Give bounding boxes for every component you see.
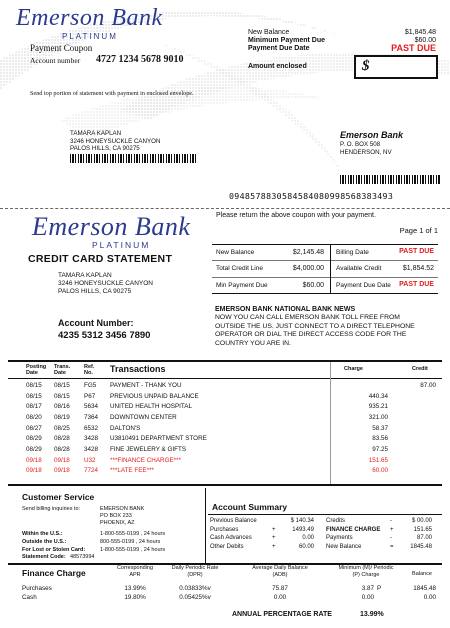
dollar-sign: $	[362, 58, 370, 74]
transaction-posting: 08/15	[26, 381, 42, 389]
coupon-min-payment-label: Minimum Payment Due	[248, 37, 326, 44]
statement-customer-address	[58, 272, 153, 296]
header-credit: Credit	[412, 366, 428, 372]
transaction-trans: 09/18	[54, 467, 70, 475]
send-inquiries-label: Send billing inquiries to:	[22, 506, 81, 512]
transaction-ref: 5634	[84, 403, 99, 411]
coupon-bank-logo: Emerson Bank	[16, 5, 163, 31]
finance-dpr: 0.03833%v	[179, 585, 211, 592]
transaction-desc: U3810491 DEPARTMENT STORE	[110, 435, 207, 443]
contact-value: 48573994	[70, 554, 95, 561]
transaction-ref: FG5	[84, 381, 97, 389]
finance-header-adb: Average Daily Balance (ADB)	[252, 565, 308, 578]
contact-value: 1-800-555-0199 , 24 hours	[100, 531, 166, 537]
finance-mp: 3.87	[361, 585, 374, 592]
finance-adb: 75.87	[272, 585, 288, 592]
transaction-credit	[388, 401, 436, 412]
summary-row-value: 60.00	[298, 543, 314, 550]
summary-row	[326, 518, 432, 524]
summary-row-sign: -	[390, 518, 392, 524]
coupon-title: Payment Coupon	[30, 43, 93, 53]
finance-mp: 0.00	[361, 593, 374, 601]
finance-header-dpr: Daily Periodic Rate (DPR)	[171, 565, 219, 578]
finance-header-balance: Balance	[412, 571, 432, 577]
transaction-trans: 09/18	[54, 456, 70, 464]
transaction-row	[26, 433, 436, 444]
transaction-posting: 08/29	[26, 445, 42, 453]
transaction-posting: 08/27	[26, 424, 42, 432]
header-charge: Charge	[344, 366, 363, 372]
news-title: EMERSON BANK NATIONAL BANK NEWS	[215, 306, 356, 313]
finance-dpr: 0.05425%v	[179, 593, 211, 601]
summary-label: Available Credit	[336, 265, 382, 272]
account-summary-title: Account Summary	[212, 502, 288, 512]
summary-row	[326, 527, 432, 533]
transaction-row	[26, 444, 436, 455]
transactions-bottom-rule	[8, 484, 442, 486]
transaction-desc: UNITED HEALTH HOSPITAL	[110, 403, 192, 411]
summary-value: $60.00	[302, 282, 324, 289]
summary-value: $2,145.48	[292, 249, 324, 256]
contact-label: Within the U.S.:	[22, 531, 63, 537]
transaction-ref: 7724	[84, 467, 99, 475]
transaction-charge: 440.34	[368, 392, 388, 400]
contact-row	[22, 531, 165, 539]
transaction-trans: 08/28	[54, 445, 70, 453]
address-line: HENDERSON, NV	[340, 149, 392, 156]
inquiry-address	[100, 506, 144, 527]
account-summary-rule	[208, 514, 442, 515]
statement-account-number: 4235 5312 3456 7890	[58, 330, 151, 341]
transaction-posting: 08/29	[26, 435, 42, 443]
transaction-credit: 87.00	[420, 381, 436, 389]
transaction-desc: ***FINANCE CHARGE***	[110, 456, 182, 464]
balance-summary-box	[212, 244, 438, 294]
summary-label: Min Payment Due	[216, 282, 268, 289]
remit-name: Emerson Bank	[340, 130, 404, 140]
summary-label: New Balance	[216, 249, 255, 256]
transaction-posting: 08/20	[26, 413, 42, 421]
summary-row-sign: +	[272, 543, 276, 550]
summary-row-label: Cash Advances	[210, 535, 252, 541]
transaction-desc: DOWNTOWN CENTER	[110, 413, 177, 421]
summary-row-label: Purchases	[210, 526, 239, 533]
transaction-charge: 935.21	[368, 403, 388, 411]
summary-row-label: New Balance	[326, 543, 362, 550]
scanline: 0948578830584584080998568383493	[229, 191, 394, 201]
transactions-table	[26, 380, 436, 476]
contact-row	[22, 547, 165, 555]
transaction-credit	[388, 455, 436, 466]
coupon-customer-address	[70, 130, 160, 153]
customer-service-title: Customer Service	[22, 492, 95, 502]
contact-label: Outside the U.S.:	[22, 538, 67, 545]
transaction-charge: 60.00	[372, 467, 388, 475]
coupon-tier-label: PLATINUM	[62, 32, 118, 41]
finance-apr: 19.80%	[124, 593, 146, 601]
transaction-ref: 6532	[84, 424, 99, 432]
summary-row	[326, 544, 432, 550]
summary-value: PAST DUE	[399, 248, 434, 255]
summary-row-label: Other Debits	[210, 543, 244, 550]
summary-row-sign: +	[390, 526, 394, 533]
transactions-top-rule	[8, 360, 442, 362]
summary-row-value: $ 140.34	[290, 518, 314, 524]
summary-row-value: $ 00.00	[411, 518, 432, 524]
transaction-row	[26, 391, 436, 402]
address-line: TAMARA KAPLAN	[70, 130, 122, 137]
summary-label: Payment Due Date	[336, 282, 391, 289]
summary-row	[210, 518, 314, 524]
coupon-new-balance-label: New Balance	[248, 29, 290, 36]
summary-row-value: 0.00	[302, 535, 314, 541]
summary-row	[326, 535, 432, 541]
summary-label: Total Credit Line	[216, 265, 263, 272]
amount-enclosed-field[interactable]	[354, 55, 438, 79]
summary-row-value: 1493.49	[292, 526, 314, 533]
address-line: P. O. BOX 508	[340, 141, 381, 148]
finance-label: Purchases	[22, 585, 52, 592]
coupon-account-number: 4727 1234 5678 9010	[96, 54, 184, 65]
transaction-charge	[334, 380, 388, 391]
transaction-desc: PREVIOUS UNPAID BALANCE	[110, 392, 199, 400]
summary-row-value: 151.65	[413, 526, 432, 533]
transaction-ref: P67	[84, 392, 96, 400]
transaction-posting: 09/18	[26, 456, 42, 464]
transactions-header-rule	[8, 378, 442, 379]
statement-tier-label: PLATINUM	[92, 240, 151, 250]
transaction-row	[26, 455, 436, 466]
remit-postal-barcode	[340, 175, 440, 184]
contact-lines	[22, 531, 165, 562]
finance-apr: 13.99%	[124, 585, 146, 592]
summary-row-sign: +	[272, 526, 276, 533]
statement-account-label: Account Number:	[58, 318, 134, 328]
amount-enclosed-label: Amount enclosed	[248, 63, 307, 70]
header-transactions: Transactions	[110, 364, 166, 374]
transaction-ref: 7364	[84, 413, 99, 421]
finance-header-apr: Corresponding APR	[116, 565, 154, 578]
statement-title: CREDIT CARD STATEMENT	[28, 253, 173, 265]
finance-adb: 0.00	[273, 593, 287, 601]
transaction-charge: 321.00	[368, 413, 388, 421]
coupon-account-label: Account number	[30, 56, 81, 65]
transaction-credit	[388, 433, 436, 444]
transaction-credit	[388, 444, 436, 455]
contact-value: 1-800-555-0199 , 24 hours	[100, 546, 166, 553]
contact-row	[22, 554, 165, 562]
address-line: 3246 HONEYSUCKLE CANYON	[58, 280, 154, 287]
transaction-ref: U32	[84, 456, 96, 464]
transaction-charge: 151.65	[368, 456, 388, 464]
summary-value: $4,000.00	[292, 265, 324, 272]
transaction-desc: DALTON'S	[110, 424, 141, 432]
coupon-min-payment: $60.00	[414, 37, 436, 44]
coupon-instruction: Send top portion of statement with payment in enclosed envelope.	[30, 90, 194, 97]
address-line: EMERSON BANK	[100, 506, 145, 512]
transaction-trans: 08/16	[54, 403, 70, 411]
apr-value: 13.99%	[360, 611, 384, 618]
transaction-credit	[388, 466, 436, 477]
transaction-charge: 97.25	[372, 445, 388, 453]
address-line: PALOS HILLS, CA 90275	[58, 288, 132, 295]
transaction-desc: ***LATE FEE***	[110, 467, 154, 475]
summary-value: $1,854.52	[402, 265, 434, 272]
summary-row-label: FINANCE CHARGE	[326, 526, 381, 533]
page-indicator: Page 1 of 1	[399, 226, 438, 235]
summary-row-sign: +	[272, 535, 276, 541]
tear-note: Please return the above coupon with your payment.	[216, 212, 376, 219]
summary-row	[210, 544, 314, 550]
transaction-row	[26, 412, 436, 423]
transaction-row	[26, 401, 436, 412]
summary-row	[210, 535, 314, 541]
perforation-line	[0, 208, 450, 209]
apr-label: ANNUAL PERCENTAGE RATE	[232, 611, 332, 618]
finance-charge-title: Finance Charge	[22, 568, 86, 578]
summary-label: Billing Date	[336, 249, 369, 256]
transaction-desc: FINE JEWELERY & GIFTS	[110, 445, 187, 453]
address-line: PHOENIX, AZ	[100, 520, 135, 526]
contact-label: For Lost or Stolen Card:	[22, 546, 86, 553]
transaction-row	[26, 466, 436, 477]
remit-address	[340, 130, 403, 157]
header-trans-date: Trans. Date	[54, 364, 71, 376]
coupon-section	[0, 0, 450, 208]
summary-row-value: 1845.48	[410, 543, 432, 550]
statement-bank-logo: Emerson Bank	[32, 212, 191, 241]
address-line: PALOS HILLS, CA 90275	[70, 145, 140, 152]
address-line: 3246 HONEYSUCKLE CANYON	[70, 137, 161, 145]
contact-row	[22, 539, 165, 547]
customer-postal-barcode	[70, 154, 198, 163]
transaction-trans: 08/25	[54, 424, 70, 432]
transaction-credit	[388, 412, 436, 423]
summary-row-label: Payments	[326, 535, 353, 541]
transaction-ref: 3428	[84, 435, 99, 443]
finance-mp-flag: P	[377, 585, 382, 592]
contact-value: 800-555-0199 , 24 hours	[100, 538, 161, 545]
transaction-ref: 3428	[84, 445, 99, 453]
summary-value: PAST DUE	[399, 281, 434, 288]
summary-row-sign: -	[390, 535, 392, 541]
summary-row-label: Previous Balance	[210, 518, 257, 524]
transaction-trans: 08/15	[54, 392, 70, 400]
coupon-due-date-label: Payment Due Date	[248, 45, 310, 52]
transaction-posting: 08/17	[26, 403, 42, 411]
transaction-posting: 08/15	[26, 392, 42, 400]
coupon-due-date: PAST DUE	[391, 43, 436, 53]
news-body: NOW YOU CAN CALL EMERSON BANK TOLL FREE FROM OUTSIDE THE US. JUST CONNECT TO A DIRECT TELEPHONE OPERATOR OR DIAL THE DIRECT ACCESS CODE FOR THE COUNTRY YOU ARE IN.	[215, 314, 415, 347]
header-posting-date: Posting Date	[26, 364, 47, 376]
contact-label: Statement Code:	[22, 554, 66, 561]
summary-row-value: 87.00	[416, 535, 432, 541]
transaction-credit	[388, 423, 436, 434]
finance-balance: 1845.48	[413, 585, 436, 592]
transaction-posting: 09/18	[26, 467, 42, 475]
transaction-desc: PAYMENT - THANK YOU	[110, 381, 182, 389]
transaction-row	[26, 423, 436, 434]
summary-row-sign: =	[390, 543, 394, 550]
address-line: PO BOX 233	[100, 513, 132, 519]
finance-label: Cash	[22, 593, 37, 601]
header-ref-no: Ref. No.	[84, 364, 95, 376]
transaction-row	[26, 380, 436, 391]
address-line: TAMARA KAPLAN	[58, 272, 112, 279]
summary-row	[210, 527, 314, 533]
transaction-trans: 08/19	[54, 413, 70, 421]
transaction-trans: 08/15	[54, 381, 70, 389]
finance-header-charge: Minimum (M)/ Periodic (P) Charge	[338, 565, 394, 578]
service-summary-divider	[205, 488, 206, 563]
transaction-credit	[388, 391, 436, 402]
coupon-new-balance: $1,845.48	[404, 29, 436, 36]
transaction-charge: 58.37	[372, 424, 388, 432]
transaction-trans: 08/28	[54, 435, 70, 443]
transaction-charge: 83.56	[372, 435, 388, 443]
finance-balance: 0.00	[423, 593, 436, 601]
summary-row-label: Credits	[326, 518, 346, 524]
